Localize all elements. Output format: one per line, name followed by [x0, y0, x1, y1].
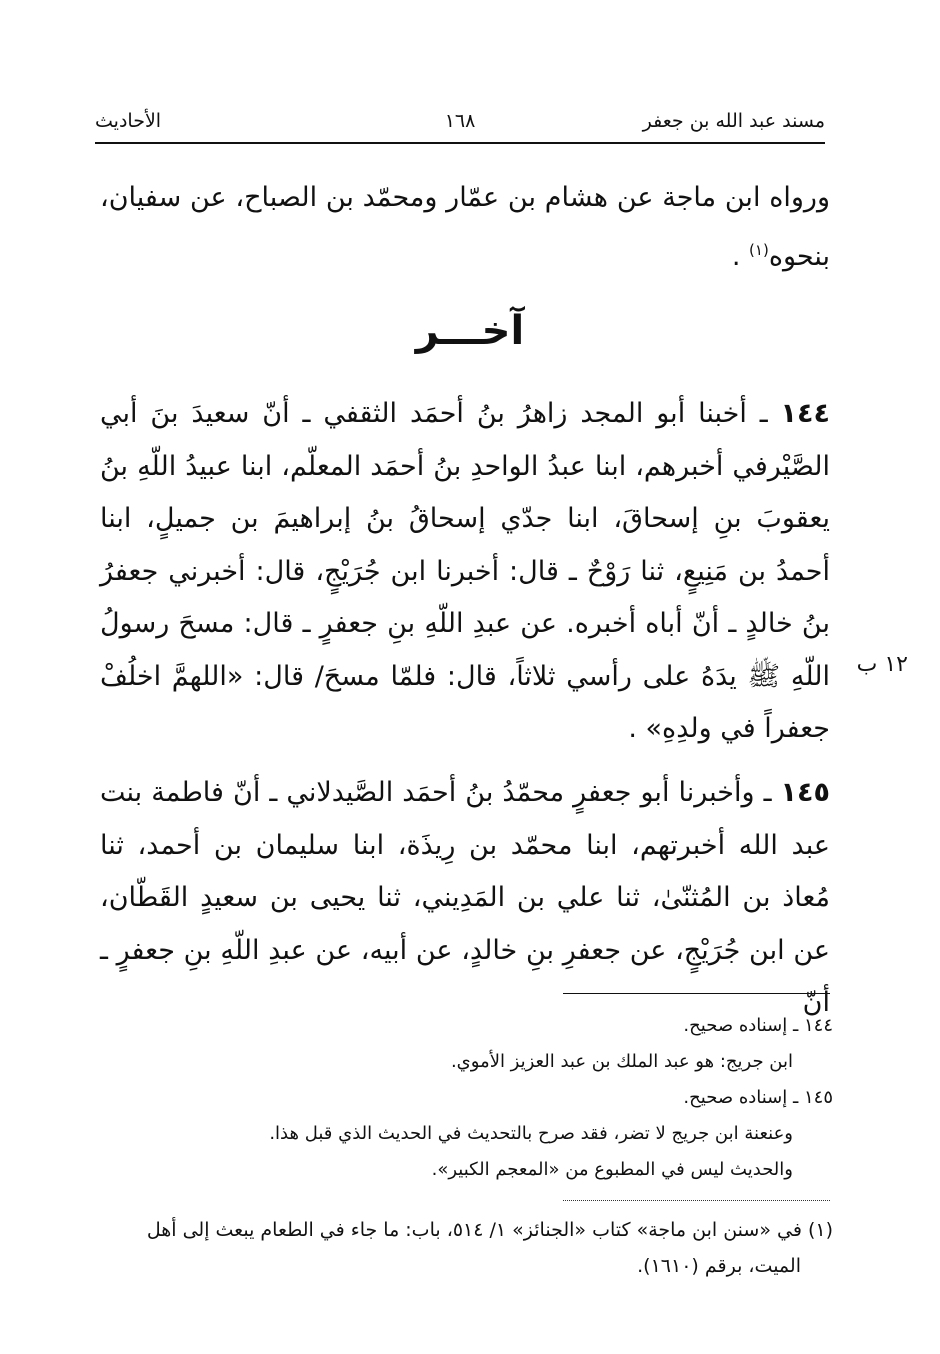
page-number: ١٦٨	[444, 110, 476, 132]
footnote-1	[105, 1212, 833, 1284]
note-145-detail-1: وعنعنة ابن جريج لا تضر، فقد صرح بالتحديث في الحديث الذي قبل هذا.	[269, 1123, 793, 1144]
header-book-title: مسند عبد الله بن جعفر	[642, 110, 825, 132]
note-145: ١٤٥ ـ إسناده صحيح.	[683, 1087, 833, 1108]
footnote-line-1: (١) في «سنن ابن ماجة» كتاب «الجنائز» ١/ ٥١٤، باب: ما جاء في الطعام يبعث إلى أهل	[146, 1219, 833, 1241]
footnote-line-2: الميت، برقم (١٦١٠).	[637, 1255, 801, 1277]
intro-text: ورواه ابن ماجة عن هشام بن عمّار ومحمّد بن الصباح، عن سفيان، بنحوه	[100, 182, 830, 272]
running-header	[95, 110, 825, 144]
intro-end: .	[731, 241, 750, 272]
hadith-text: ـ وأخبرنا أبو جعفرٍ محمّدُ بنُ أحمَد الصَّيدلاني ـ أنّ فاطمة بنت عبد الله أخبرتهم، ابنا محمّد بن رِيذَة، ابنا سليمان بن أحمد، ثنا مُعاذ بن المُثنّىٰ، ثنا علي بن المَدِيني، ثنا يحيى بن سعيدٍ القَطّان، عن ابن جُرَيْجٍ، عن جعفرِ بنِ خالدٍ، عن أبيه، عن عبدِ اللّهِ بنِ جعفرٍ ـ أنّ	[100, 777, 830, 1018]
manuscript-folio-marker: ١٢ ب	[856, 652, 908, 677]
section-heading: آخـــر	[415, 308, 525, 354]
note-145-detail-2: والحديث ليس في المطبوع من «المعجم الكبير».	[431, 1159, 793, 1180]
hadith-number: ١٤٤	[780, 398, 830, 429]
note-144-detail: ابن جريج: هو عبد الملك بن عبد العزيز الأموي.	[450, 1051, 793, 1072]
hadith-144	[100, 388, 830, 756]
takhrij-notes	[170, 1008, 833, 1188]
hadith-145	[100, 767, 830, 1030]
header-section-title: الأحاديث	[95, 110, 162, 132]
note-144: ١٤٤ ـ إسناده صحيح.	[683, 1015, 833, 1036]
header-rule	[95, 142, 825, 144]
hadith-number: ١٤٥	[780, 777, 830, 808]
footnote-ref[interactable]: (١)	[749, 241, 769, 259]
hadith-text: ـ أخبنا أبو المجد زاهرُ بنُ أحمَد الثقفي ـ أنّ سعيدَ بنَ أبي الصَّيْرفي أخبرهم، ابنا عبدُ الواحدِ بنُ أحمَد المعلّم، ابنا عبيدُ اللّهِ بنُ يعقوبَ بنِ إسحاقَ، ابنا جدّي إسحاقُ بنُ إبراهيمَ بن جميلٍ، ابنا أحمدُ بن مَنِيعٍ، ثنا رَوْحٌ ـ قال: أخبرنا ابن جُرَيْجٍ، قال: أخبرني جعفرُ بنُ خالدٍ ـ أنّ أباه أخبره. عن عبدِ اللّهِ بنِ جعفرٍ ـ قال: مسحَ رسولُ اللّهِ ﷺ يدَهُ على رأسي ثلاثاً، قال: فلمّا مسحَ/ قال: «اللهمَّ اخلُفْ جعفراً في ولدِهِ» .	[100, 398, 830, 744]
intro-paragraph	[100, 172, 830, 283]
footnote-separator	[563, 1200, 830, 1201]
notes-separator	[563, 993, 830, 994]
